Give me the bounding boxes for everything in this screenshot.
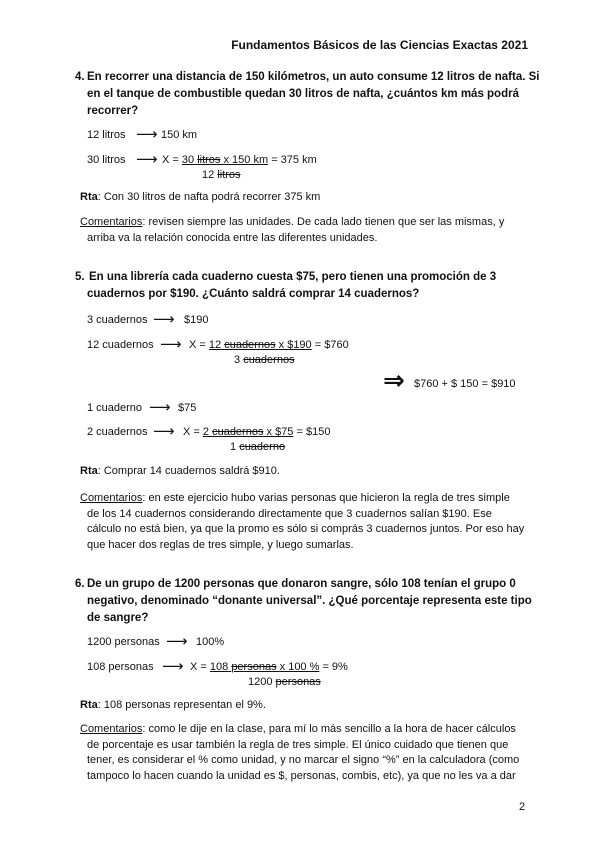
equation-denominator: 3 cuadernos xyxy=(234,354,295,366)
equation-line: X = 108 personas x 100 % = 9% xyxy=(190,661,348,673)
comment-label: Comentarios xyxy=(80,492,143,504)
question-text-line: En recorrer una distancia de 150 kilómetros, un auto consume 12 litros de nafta. Si xyxy=(87,71,540,83)
implies-icon: ⇒ xyxy=(383,365,405,395)
equation-denominator xyxy=(202,168,241,183)
answer-line: Rta: 108 personas representan el 9%. xyxy=(80,699,266,711)
proportion-right: $190 xyxy=(184,314,209,326)
arrow-right-icon: ⟶ xyxy=(153,311,175,328)
numerator-unit-cancelled: cuadernos xyxy=(212,426,264,438)
comment-line: que hacer dos reglas de tres simple, y luego sumarlas. xyxy=(87,539,354,551)
sum-result: $760 + $ 150 = $910 xyxy=(414,378,516,390)
proportion-left: 2 cuadernos xyxy=(87,426,148,438)
numerator-unit-cancelled: litros xyxy=(197,154,221,166)
arrow-right-icon: ⟶ xyxy=(153,423,175,440)
question-text-line: De un grupo de 1200 personas que donaron sangre, sólo 108 tenían el grupo 0 xyxy=(87,578,516,590)
proportion-left: 1200 personas xyxy=(87,636,160,648)
comment-line: tener, es considerar el % como unidad, y no marcar el signo “%” en la calculadora (como xyxy=(87,754,520,766)
comment-line: tampoco lo hacen cuando la unidad es $, personas, combis, etc), ya que no les va a dar xyxy=(87,770,516,782)
equation-line: X = 2 cuadernos x $75 = $150 xyxy=(183,426,331,438)
numerator-unit-cancelled: personas xyxy=(231,661,277,673)
question-number: 6. xyxy=(75,578,85,590)
arrow-right-icon: ⟶ xyxy=(162,658,184,675)
proportion-left: 3 cuadernos xyxy=(87,314,148,326)
proportion-left: 12 cuadernos xyxy=(87,339,154,351)
page-number: 2 xyxy=(519,801,526,813)
denominator-unit-cancelled: cuadernos xyxy=(243,354,295,366)
denominator-unit-cancelled: personas xyxy=(275,676,321,688)
question-number: 5. xyxy=(75,271,85,283)
answer-label: Rta xyxy=(80,191,98,203)
comment-line: Comentarios: como le dije en la clase, para mí lo más sencillo a la hora de hacer cálculos xyxy=(80,723,516,735)
question-text-line: negativo, denominado “donante universal”. ¿Qué porcentaje representa este tipo xyxy=(87,595,532,607)
comment-line: Comentarios: revisen siempre las unidades. De cada lado tienen que ser las mismas, y xyxy=(80,216,505,228)
arrow-right-icon: ⟶ xyxy=(160,336,182,353)
comment-line: Comentarios: en este ejercicio hubo varias personas que hicieron la regla de tres simple xyxy=(80,492,510,504)
comment-line: arriba va la relación conocida entre las diferentes unidades. xyxy=(87,232,378,244)
question-text-line: en el tanque de combustible quedan 30 litros de nafta, ¿cuántos km más podrá xyxy=(87,88,519,100)
denominator-value: 12 xyxy=(202,169,215,181)
question-text-line: recorrer? xyxy=(87,105,139,117)
comment-line: de porcentaje es usar también la regla de tres simple. El único cuidado que tienen que xyxy=(87,739,509,751)
arrow-right-icon: ⟶ xyxy=(166,633,188,650)
equation-line xyxy=(162,153,317,168)
proportion-left: 1 cuaderno xyxy=(87,402,143,414)
numerator-value: 30 xyxy=(181,154,195,166)
proportion-left: 30 litros xyxy=(87,154,126,166)
denominator-unit-cancelled: cuaderno xyxy=(239,441,286,453)
question-text-line: cuadernos por $190. ¿Cuánto saldrá comprar 14 cuadernos? xyxy=(87,288,420,300)
answer-label: Rta xyxy=(80,465,98,477)
arrow-right-icon: ⟶ xyxy=(149,399,171,416)
proportion-right: 150 km xyxy=(161,129,198,141)
proportion-left: 12 litros xyxy=(87,129,126,141)
comment-label: Comentarios xyxy=(80,723,143,735)
arrow-right-icon: ⟶ xyxy=(136,126,158,143)
page-header-title: Fundamentos Básicos de las Ciencias Exactas 2021 xyxy=(231,38,528,52)
comment-line: de los 14 cuadernos considerando directamente que 3 cuadernos salían $190. Ese xyxy=(87,508,492,520)
equation-denominator: 1200 personas xyxy=(248,676,321,688)
equation-result: = 375 km xyxy=(271,154,317,166)
denominator-unit-cancelled: litros xyxy=(217,169,241,181)
equation-x: X = xyxy=(162,154,179,166)
proportion-right: 100% xyxy=(196,636,225,648)
answer-label: Rta xyxy=(80,699,98,711)
proportion-right: $75 xyxy=(178,402,197,414)
comment-label: Comentarios xyxy=(80,216,143,228)
question-number: 4. xyxy=(75,71,85,83)
question-text-line: de sangre? xyxy=(87,612,149,624)
answer-text: : Con 30 litros de nafta podrá recorrer 375 km xyxy=(97,191,321,203)
question-text-line: En una librería cada cuaderno cuesta $75, pero tienen una promoción de 3 xyxy=(89,271,497,283)
answer-line xyxy=(80,190,320,205)
comment-line: cálculo no está bien, ya que la promo es sólo si comprás 3 cuadernos juntos. Por eso hay xyxy=(87,523,525,535)
numerator-factor: x 150 km xyxy=(223,154,269,166)
equation-line: X = 12 cuadernos x $190 = $760 xyxy=(189,339,349,351)
equation-denominator: 1 cuaderno xyxy=(230,441,286,453)
answer-line: Rta: Comprar 14 cuadernos saldrá $910. xyxy=(80,465,280,477)
numerator-unit-cancelled: cuadernos xyxy=(224,339,276,351)
arrow-right-icon: ⟶ xyxy=(136,151,158,168)
proportion-left: 108 personas xyxy=(87,661,154,673)
